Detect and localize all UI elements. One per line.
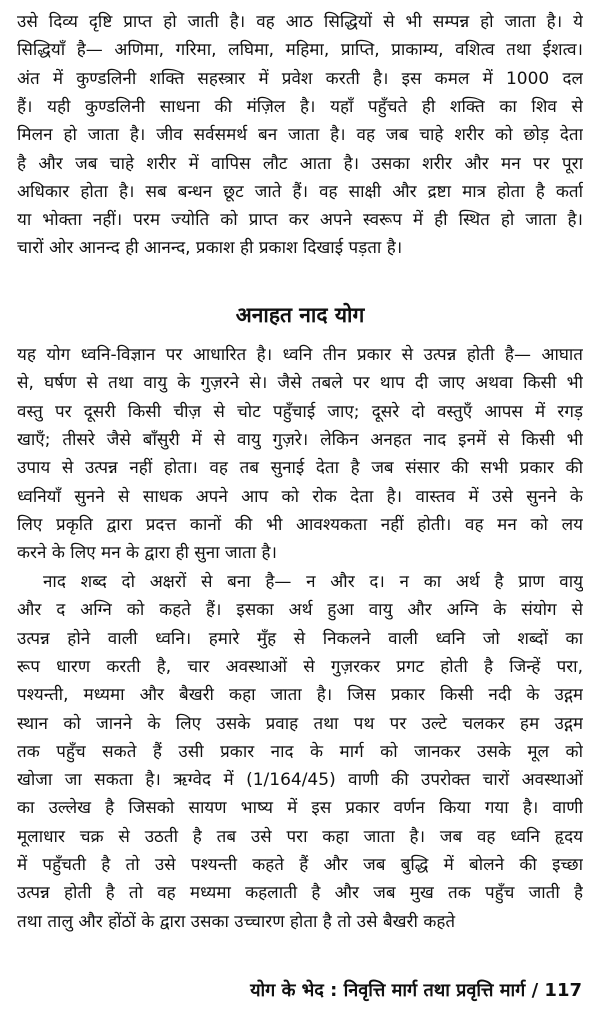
text-line: उसे दिव्य दृष्टि प्राप्त हो जाती है। वह आठ सिद्धियों से भी सम्पन्न हो जाता है। ये	[17, 12, 583, 32]
text-line: मूलाधार चक्र से उठती है तब उसे परा कहा जाता है। जब वह ध्वनि हृदय	[17, 826, 583, 847]
text-line: और द अग्नि को कहते हैं। इसका अर्थ हुआ वायु और अग्नि के संयोग से	[17, 600, 583, 621]
text-line: हैं। यही कुण्डलिनी साधना की मंज़िल है। यहाँ पहुँचते ही शक्ति का शिव से	[17, 96, 583, 117]
text-line: अंत में कुण्डलिनी शक्ति सहस्त्रार में प्रवेश करती है। इस कमल में 1000 दल	[17, 68, 583, 89]
text-line: यह योग ध्वनि-विज्ञान पर आधारित है। ध्वनि तीन प्रकार से उत्पन्न होती है— आघात	[17, 345, 583, 365]
text-line: तक पहुँच सकते हैं उसी प्रकार नाद के मार्ग को जानकर उसके मूल को	[17, 741, 583, 762]
section-heading: अनाहत नाद योग	[235, 303, 365, 327]
text-line: पश्यन्ती, मध्यमा और बैखरी कहा जाता है। जिस प्रकार किसी नदी के उद्गम	[17, 685, 583, 706]
page-footer: योग के भेद : निवृत्ति मार्ग तथा प्रवृत्ति मार्ग / 117	[250, 980, 582, 1001]
text-line: या भोक्ता नहीं। परम ज्योति को प्राप्त कर अपने स्वरूप में ही स्थित हो जाता है।	[17, 210, 583, 231]
text-line: सिद्धियाँ है— अणिमा, गरिमा, लघिमा, महिमा, प्राप्ति, प्राकाम्य, वशित्व तथा ईशत्व।	[17, 40, 583, 61]
text-line: उत्पन्न होने वाली ध्वनि। हमारे मुँह से निकलने वाली ध्वनि जो शब्दों का	[17, 628, 583, 649]
text-line: में पहुँचती है तो उसे पश्यन्ती कहते हैं और जब बुद्धि में बोलने की इच्छा	[17, 855, 583, 875]
text-line: अधिकार होता है। सब बन्धन छूट जाते हैं। वह साक्षी और द्रष्टा मात्र होता है कर्ता	[17, 181, 583, 202]
text-line: का उल्लेख है जिसको सायण भाष्य में इस प्रकार वर्णन किया गया है। वाणी	[17, 798, 583, 819]
text-line: स्थान को जानने के लिए उसके प्रवाह तथा पथ पर उल्टे चलकर हम उद्गम	[17, 713, 583, 734]
text-line: रूप धारण करती है, चार अवस्थाओं से गुज़रकर प्रगट होती है जिन्हें परा,	[17, 656, 583, 677]
text-line: है और जब चाहे शरीर में वापिस लौट आता है। उसका शरीर और मन पर पूरा	[17, 153, 583, 174]
text-line: उत्पन्न होती है तो वह मध्यमा कहलाती है और जब मुख तक पहुँच जाती है	[17, 883, 583, 904]
text-line: तथा तालु और होंठों के द्वारा उसका उच्चारण होता है तो उसे बैखरी कहते	[17, 911, 456, 932]
text-line: वस्तु पर दूसरी किसी चीज़ से चोट पहुँचाई जाए; दूसरे दो वस्तुएँ आपस में रगड़	[17, 401, 583, 422]
text-line: खोजा जा सकता है। ऋग्वेद में (1/164/45) वाणी की उपरोक्त चारों अवस्थाओं	[17, 770, 583, 791]
text-line: लिए प्रकृति द्वारा प्रदत्त कानों की भी आवश्यकता नहीं होती। वह मन को लय	[17, 514, 583, 535]
text-line: चारों ओर आनन्द ही आनन्द, प्रकाश ही प्रकाश दिखाई पड़ता है।	[17, 238, 403, 259]
text-line: से, घर्षण से तथा वायु के गुज़रने से। जैसे तबले पर थाप दी जाए अथवा किसी भी	[17, 373, 583, 394]
text-line: मिलन हो जाता है। जीव सर्वसमर्थ बन जाता है। वह जब चाहे शरीर को छोड़ देता	[17, 125, 583, 146]
text-line: उपाय से उत्पन्न नहीं होता। वह तब सुनाई देता है जब संसार की सभी प्रकार की	[17, 458, 583, 479]
text-line: नाद शब्द दो अक्षरों से बना है— न और द। न का अर्थ है प्राण वायु	[43, 572, 583, 592]
text-line: करने के लिए मन के द्वारा ही सुना जाता है।	[17, 543, 277, 564]
text-line: ध्वनियाँ सुनने से साधक अपने आप को रोक देता है। वास्तव में उसे सुनने के	[17, 486, 583, 507]
text-line: खाएँ; तीसरे जैसे बाँसुरी में से वायु गुज़रे। लेकिन अनहत नाद इनमें से किसी भी	[17, 429, 583, 450]
